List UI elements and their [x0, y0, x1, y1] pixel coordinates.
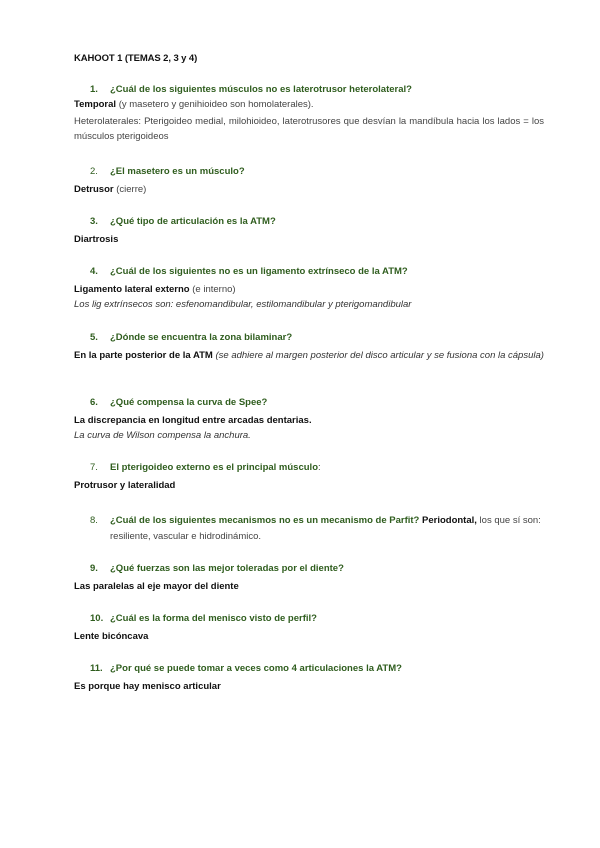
note-4: Los lig extrínsecos son: esfenomandibular, estilomandibular y pterigomandibular [74, 299, 412, 310]
question-2: 2. ¿El masetero es un músculo? [90, 166, 245, 177]
question-block-8 [74, 513, 544, 545]
question-9: 9. ¿Qué fuerzas son las mejor toleradas por el diente? [90, 563, 344, 574]
question-block-6 [74, 397, 544, 443]
question-7: 7. El pterigoideo externo es el principal músculo: [90, 462, 321, 473]
question-block-7 [74, 462, 544, 493]
question-block-1 [74, 84, 544, 144]
question-3: 3. ¿Qué tipo de articulación es la ATM? [90, 216, 276, 227]
answer-5: En la parte posterior de la ATM (se adhiere al margen posterior del disco articular y se fusiona con la cápsula) [74, 350, 544, 361]
answer-3: Diartrosis [74, 234, 119, 245]
document-title: KAHOOT 1 (TEMAS 2, 3 y 4) [74, 53, 198, 64]
question-5: 5. ¿Dónde se encuentra la zona bilaminar? [90, 332, 293, 343]
answer-6: La discrepancia en longitud entre arcadas dentarias. [74, 415, 312, 426]
question-block-5 [74, 332, 544, 363]
question-8: 8. ¿Cuál de los siguientes mecanismos no es un mecanismo de Parfit? Periodontal, los que sí son: resiliente, vascular e hidrodinámico. [90, 515, 541, 542]
question-6: 6. ¿Qué compensa la curva de Spee? [90, 397, 268, 408]
answer-2: Detrusor (cierre) [74, 184, 147, 195]
answer-11: Es porque hay menisco articular [74, 681, 221, 692]
question-10: 10. ¿Cuál es la forma del menisco visto de perfil? [90, 613, 317, 624]
question-block-11 [74, 663, 544, 694]
answer-9: Las paralelas al eje mayor del diente [74, 581, 239, 592]
answer-7: Protrusor y lateralidad [74, 480, 176, 491]
question-block-10 [74, 613, 544, 644]
question-4: 4. ¿Cuál de los siguientes no es un ligamento extrínseco de la ATM? [90, 266, 408, 277]
answer-4: Ligamento lateral externo (e interno) [74, 284, 236, 295]
note-6: La curva de Wilson compensa la anchura. [74, 430, 251, 441]
question-block-2 [74, 166, 544, 197]
question-1: 1. ¿Cuál de los siguientes músculos no es laterotrusor heterolateral? [90, 84, 412, 95]
note-1: Heterolaterales: Pterigoideo medial, milohioideo, laterotrusores que desvían la mandíbula hacia los lados = los músculos pterigoideos [74, 116, 544, 142]
answer-1: Temporal (y masetero y genihioideo son homolaterales). [74, 99, 314, 110]
answer-10: Lente bicóncava [74, 631, 149, 642]
question-block-3 [74, 216, 544, 247]
question-11: 11. ¿Por qué se puede tomar a veces como 4 articulaciones la ATM? [90, 663, 402, 674]
question-block-9 [74, 563, 544, 594]
question-block-4 [74, 266, 544, 312]
